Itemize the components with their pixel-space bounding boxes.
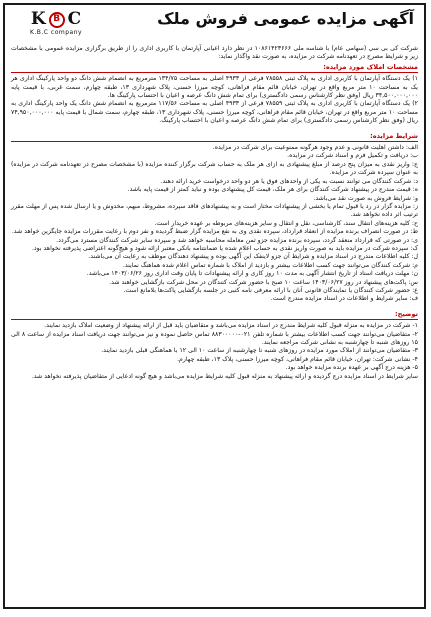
note-item: ۴- نشانی شرکت: تهران، خیابان قائم مقام فراهانی، کوچه میرزا حسنی، پلاک ۱۳، طبقه چهارم. xyxy=(177,355,418,363)
specs-divider xyxy=(11,72,418,73)
condition-item: ل: کلیه اطلاعات مندرج در اسناد مزایده و شرایط آن جزو لاینفک این آگهی بوده و پیشنهاد دهندگان موظف به رعایت آن می‌باشند. xyxy=(88,253,418,261)
logo-subtitle: K.B.C company xyxy=(29,29,83,36)
condition-item: ک: سپرده شرکت در مزایده باید به صورت واریز نقدی به حساب اعلام شده یا ضمانتنامه بانکی معتبر ارائه شود و هیچ‌گونه اعتراضی پذیرفته نخواهد بود. xyxy=(31,244,418,252)
conditions-heading: شرایط مزایده: xyxy=(370,131,418,140)
note-item: ۲- متقاضیان می‌توانند جهت کسب اطلاعات بیشتر با شماره تلفن ۰۲۱-۸۸۳۰۰۰۰۰ تماس حاصل نموده و نیز می‌توانند جهت دریافت اسناد مزایده از ساعت ۸ الی ۱۵ روزهای شنبه تا چهارشنبه به نشانی شرکت مراجعه نمایند. xyxy=(11,330,418,346)
condition-item: ز: مزایده گزار در رد یا قبول تمام یا بخشی از پیشنهادات مختار است و به پیشنهادهای فاقد سپرده، مشروط، مبهم، مخدوش و یا ارسال شده پس از مهلت مقرر ترتیب اثر داده نخواهد شد. xyxy=(11,202,418,219)
notice-header xyxy=(5,5,424,45)
company-logo xyxy=(13,9,99,36)
notice-title: آگهی مزایده عمومی فروش ملک xyxy=(157,9,414,28)
condition-item: و: شرایط فروش به صورت نقد می‌باشد. xyxy=(313,194,418,202)
logo-circle-icon xyxy=(49,12,65,28)
condition-item: ع: حضور شرکت کنندگان یا نمایندگان قانونی آنان با ارائه معرفی نامه کتبی در جلسه بازگشایی پاکت‌ها بلامانع است. xyxy=(123,286,418,294)
condition-item: ن: مهلت دریافت اسناد از تاریخ انتشار آگهی به مدت ۱۰ روز کاری و ارائه پیشنهادات تا پایان وقت اداری روز ۱۴۰۳/۰۶/۲۶ می‌باشد. xyxy=(86,270,418,278)
conditions-divider xyxy=(11,141,418,142)
notes-heading: توضیح: xyxy=(394,309,418,318)
note-item: ۵- هزینه درج آگهی بر عهده برنده مزایده خواهد بود. xyxy=(285,364,418,372)
intro-paragraph: شرکت کی بی سی (سهامی عام) با شناسه ملی ۱۰۸۶۱۴۲۳۶۶۶ در نظر دارد اعیانی آپارتمان با کاربری اداری را از طریق برگزاری مزایده عمومی با مشخصات زیر و شرایط مصرح در تعهدنامه شرکت در مزایده، به صورت نقد واگذار نماید: xyxy=(11,45,418,61)
notes-divider xyxy=(11,319,418,320)
condition-item: ج: واریز نقدی به میزان پنج درصد از مبلغ پیشنهادی به ازای هر ملک به حساب شرکت برگزار کننده مزایده (با مشخصات مصرح در تعهدنامه شرکت در مزایده) به عنوان سپرده شرکت در مزایده. xyxy=(11,160,418,177)
footer-note: سایر شرایط در اسناد مزایده درج گردیده و ارائه پیشنهاد به منزله قبول کلیه شرایط مزایده می‌باشد و هیچ گونه ادعایی از متقاضیان پذیرفته نخواهد شد. xyxy=(31,372,418,380)
condition-item: ط: در صورت انصراف برنده مزایده از انعقاد قرارداد، سپرده نقدی وی به نفع مزایده گزار ضبط گردیده و نفر دوم با رعایت مقررات مزایده جایگزین خواهد شد. xyxy=(11,228,418,236)
auction-notice xyxy=(3,3,426,609)
notice-body xyxy=(5,45,424,381)
logo-letter-b: B xyxy=(53,14,61,24)
note-item: ۱- شرکت در مزایده به منزله قبول کلیه شرایط مندرج در اسناد مزایده می‌باشد و متقاضیان باید قبل از ارائه پیشنهاد از وضعیت املاک بازدید نمایند. xyxy=(44,322,418,330)
condition-item: ب: دریافت و تکمیل فرم و اسناد شرکت در مزایده. xyxy=(287,152,418,160)
condition-item: ه: قیمت مندرج در پیشنهاد شرکت کنندگان برای هر ملک، قیمت کل پیشنهادی بوده و نباید کمتر از قیمت پایه باشد. xyxy=(127,186,418,194)
condition-item: ف: سایر شرایط و اطلاعات در اسناد مزایده مندرج است. xyxy=(270,295,418,303)
spec-item: ۱) یک دستگاه آپارتمان با کاربری اداری به پلاک ثبتی ۷۸۵۵۸ فرعی از ۴۹۳۳ اصلی به مساحت ۱۳۴/۷۵ مترمربع به انضمام شش دانگ دو واحد پارکینگ اداری هر یک به مساحت ۱۰ متر مربع واقع در تهران، خیابان قائم مقام فراهانی، کوچه میرزا حسنی، پلاک شهرداری ۱۳، طبقه چهارم، سمت غربی، با قیمت پایه ۳۴,۵۰۰,۰۰۰,۰۰۰ ریال (وفق نظر کارشناس رسمی دادگستری) برای تمام شش دانگ عرصه و اعیان با احتساب پارکینگ ها. xyxy=(11,75,419,100)
condition-item: د: شرکت کنندگان می توانند نسبت به یکی از واحدهای فوق یا هر دو واحد درخواست خرید ارائه دهند. xyxy=(160,177,418,185)
condition-item: الف: داشتن اهلیت قانونی و عدم وجود هرگونه ممنوعیت برای شرکت در مزایده. xyxy=(212,144,418,152)
condition-item: ح: کلیه هزینه‌های انتقال سند، کارشناسی، نقل و انتقال و سایر هزینه‌های مربوطه بر عهده خریدار است. xyxy=(154,219,418,227)
spec-item: ۲) یک دستگاه آپارتمان با کاربری اداری به پلاک ثبتی ۷۸۵۵۹ فرعی از ۴۹۳۳ اصلی به مساحت ۱۱۷/۵۶ مترمربع به انضمام شش دانگ یک واحد پارکینگ اداری به مساحت ۱۰ متر مربع واقع در تهران، خیابان قائم مقام فراهانی، کوچه میرزا حسنی، پلاک شهرداری ۱۳، طبقه چهارم، سمت شمال با قیمت پایه ۷۴,۹۵۰,۰۰۰,۰۰۰ ریال (وفق نظر کارشناس رسمی دادگستری) برای تمام شش دانگ عرصه و اعیان با احتساب پارکینگ. xyxy=(11,100,418,125)
logo-mark xyxy=(31,11,81,28)
note-item: ۳- متقاضیان می‌توانند از املاک مورد مزایده در روزهای شنبه تا چهارشنبه از ساعت ۱۰ الی ۱۲ با هماهنگی قبلی بازدید نمایند. xyxy=(101,347,418,355)
specs-heading: مشخصات املاک مورد مزایده: xyxy=(323,62,418,71)
condition-item: ی: در صورتی که قرارداد منعقد گردد، سپرده برنده مزایده جزو ثمن معامله محاسبه خواهد شد و سپرده سایر شرکت کنندگان مسترد می‌گردد. xyxy=(56,236,418,244)
logo-letter-c: C xyxy=(67,9,82,29)
condition-item: س: پاکت‌های پیشنهاد در روز ۱۴۰۳/۰۶/۲۷ ساعت ۱۰ صبح با حضور شرکت کنندگان در محل شرکت بازگشایی خواهند شد. xyxy=(109,278,418,286)
logo-letter-k: K xyxy=(30,9,46,29)
condition-item: م: شرکت کنندگان می‌توانند جهت کسب اطلاعات بیشتر و بازدید از املاک با شماره تماس اعلام شده هماهنگ نمایند. xyxy=(122,261,418,269)
